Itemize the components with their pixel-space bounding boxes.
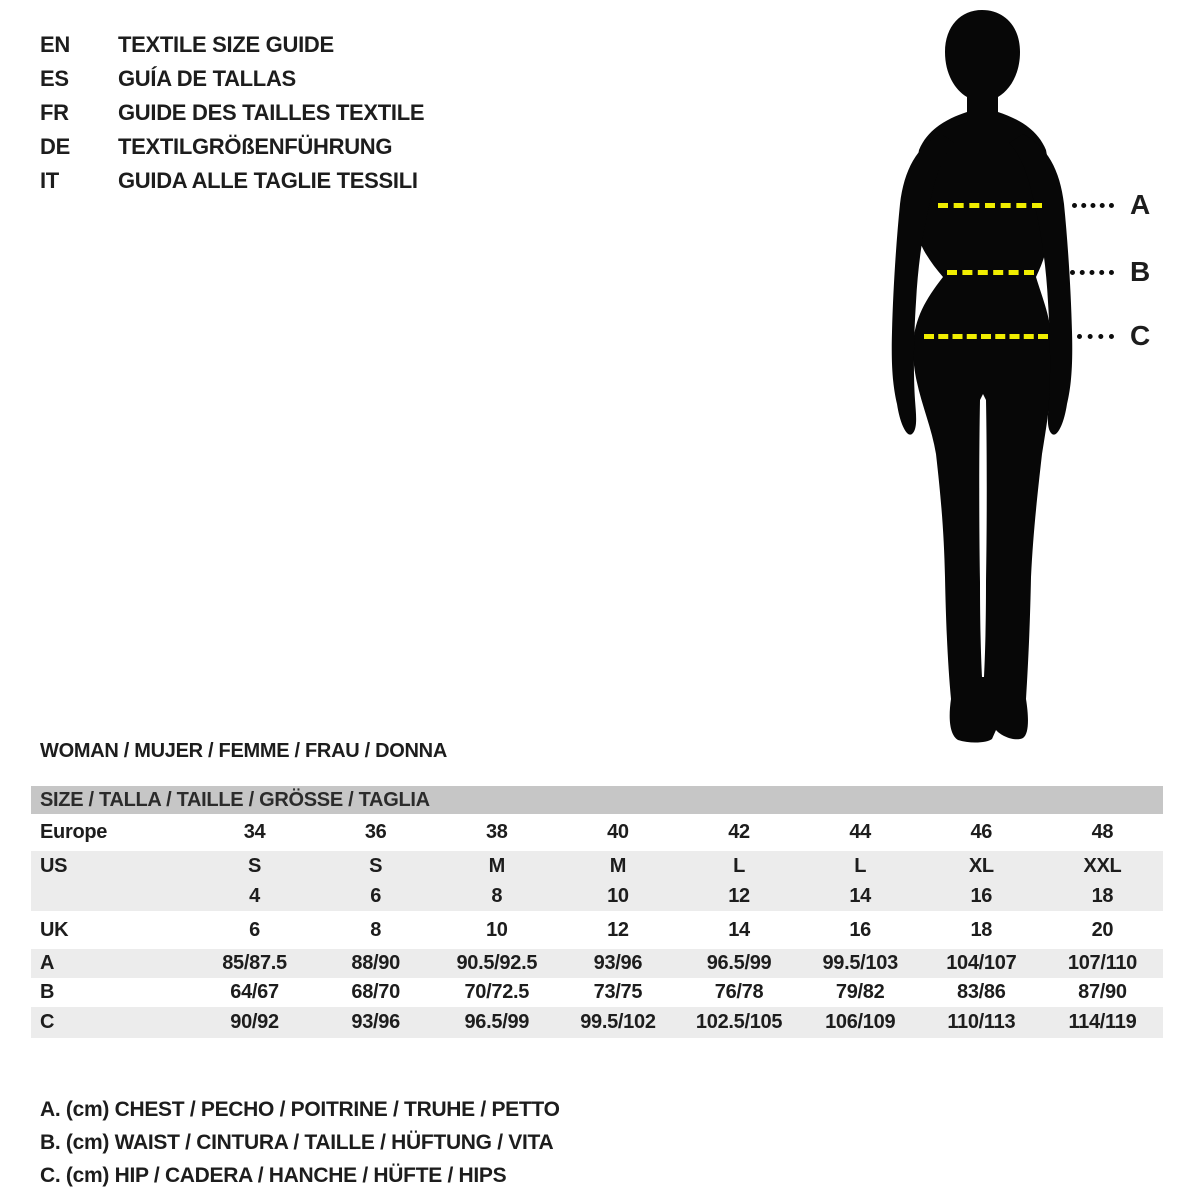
measure-row-a bbox=[31, 949, 1163, 978]
cell: 87/90 bbox=[1078, 981, 1127, 1003]
lang-code-en: EN bbox=[40, 32, 70, 57]
cell: 106/109 bbox=[825, 1011, 896, 1033]
cell: 93/96 bbox=[593, 952, 643, 974]
cell: 107/110 bbox=[1067, 952, 1137, 974]
cell: 8 bbox=[491, 884, 503, 907]
cell: XXL bbox=[1083, 854, 1122, 877]
cell: L bbox=[733, 854, 746, 877]
cell: 88/90 bbox=[351, 952, 400, 974]
row-label: Europe bbox=[40, 821, 108, 843]
size-row-uk bbox=[31, 911, 1163, 949]
woman-silhouette-icon bbox=[855, 2, 1115, 745]
cell: 70/72.5 bbox=[464, 981, 530, 1003]
row-label: US bbox=[40, 854, 68, 877]
cell: L bbox=[854, 854, 867, 877]
waist-connector-line bbox=[1070, 270, 1114, 275]
cell: 10 bbox=[485, 918, 508, 941]
lang-row-it bbox=[40, 164, 424, 198]
cell: 4 bbox=[249, 884, 260, 907]
marker-c-label: C bbox=[1130, 320, 1150, 351]
legend-waist: B. (cm) WAIST / CINTURA / TAILLE / HÜFTUNG / VITA bbox=[40, 1131, 554, 1154]
cell: M bbox=[488, 854, 505, 877]
cell: 6 bbox=[370, 884, 382, 907]
cell: M bbox=[609, 854, 627, 877]
waist-measure-line bbox=[947, 270, 1034, 275]
size-row-us-letters bbox=[31, 851, 1163, 881]
measure-row-b bbox=[31, 978, 1163, 1007]
lang-row-en bbox=[40, 28, 424, 62]
cell: 96.5/99 bbox=[464, 1011, 530, 1033]
marker-a-label: A bbox=[1130, 189, 1150, 220]
cell: S bbox=[369, 854, 383, 877]
cell: 14 bbox=[728, 918, 750, 941]
cell: 79/82 bbox=[835, 981, 885, 1003]
cell: 34 bbox=[243, 821, 266, 843]
cell: 16 bbox=[970, 884, 993, 907]
lang-row-de bbox=[40, 130, 424, 164]
chest-measure-line bbox=[938, 203, 1042, 208]
legend-chest: A. (cm) CHEST / PECHO / POITRINE / TRUHE / PETTO bbox=[40, 1098, 560, 1121]
lang-title-de: TEXTILGRÖßENFÜHRUNG bbox=[118, 134, 393, 159]
cell: 64/67 bbox=[230, 981, 279, 1003]
row-label: B bbox=[40, 981, 55, 1003]
cell: 90/92 bbox=[230, 1011, 279, 1033]
cell: 110/113 bbox=[947, 1011, 1016, 1033]
cell: 38 bbox=[485, 821, 508, 843]
cell: 85/87.5 bbox=[222, 952, 287, 974]
lang-row-es bbox=[40, 62, 424, 96]
lang-code-es: ES bbox=[40, 66, 69, 91]
cell: 8 bbox=[370, 918, 382, 941]
hip-measure-line bbox=[924, 334, 1048, 339]
cell: 14 bbox=[849, 884, 872, 907]
lang-code-de: DE bbox=[40, 134, 70, 159]
hip-connector-line bbox=[1077, 334, 1114, 339]
legend-hip: C. (cm) HIP / CADERA / HANCHE / HÜFTE / HIPS bbox=[40, 1164, 507, 1187]
cell: 96.5/99 bbox=[706, 952, 772, 974]
lang-row-fr bbox=[40, 96, 424, 130]
cell: 102.5/105 bbox=[695, 1011, 783, 1033]
marker-b-label: B bbox=[1130, 256, 1150, 287]
cell: 99.5/103 bbox=[822, 952, 898, 974]
lang-title-es: GUÍA DE TALLAS bbox=[118, 66, 296, 91]
cell: 18 bbox=[1091, 884, 1114, 907]
cell: 68/70 bbox=[351, 981, 400, 1003]
cell: 48 bbox=[1091, 821, 1114, 843]
cell: 73/75 bbox=[593, 981, 643, 1003]
cell: 16 bbox=[849, 918, 872, 941]
cell: 90.5/92.5 bbox=[456, 952, 538, 974]
cell: 12 bbox=[728, 884, 750, 907]
row-label: UK bbox=[40, 918, 69, 941]
cell: 44 bbox=[849, 821, 872, 843]
measure-row-c bbox=[31, 1007, 1163, 1038]
lang-code-fr: FR bbox=[40, 100, 69, 125]
row-label: C bbox=[40, 1011, 55, 1033]
cell: 18 bbox=[970, 918, 993, 941]
cell: 104/107 bbox=[946, 952, 1017, 974]
cell: 12 bbox=[607, 918, 629, 941]
cell: 40 bbox=[607, 821, 629, 843]
size-row-europe bbox=[31, 814, 1163, 851]
measurement-legend bbox=[40, 1093, 560, 1192]
lang-code-it: IT bbox=[40, 168, 59, 193]
cell: 6 bbox=[249, 918, 260, 941]
cell: 20 bbox=[1091, 918, 1114, 941]
cell: 76/78 bbox=[714, 981, 764, 1003]
cell: 46 bbox=[970, 821, 993, 843]
cell: 10 bbox=[607, 884, 629, 907]
cell: 93/96 bbox=[351, 1011, 400, 1033]
cell: 114/119 bbox=[1068, 1011, 1137, 1033]
gender-heading: WOMAN / MUJER / FEMME / FRAU / DONNA bbox=[40, 740, 447, 762]
language-title-list bbox=[40, 28, 424, 198]
cell: 36 bbox=[364, 821, 387, 843]
lang-title-fr: GUIDE DES TAILLES TEXTILE bbox=[118, 100, 425, 125]
cell: XL bbox=[968, 854, 994, 877]
cell: 42 bbox=[728, 821, 750, 843]
lang-title-en: TEXTILE SIZE GUIDE bbox=[118, 32, 334, 57]
size-table bbox=[31, 786, 1163, 1038]
row-label: A bbox=[40, 952, 55, 974]
lang-title-it: GUIDA ALLE TAGLIE TESSILI bbox=[118, 168, 418, 193]
size-row-us-numbers bbox=[31, 881, 1163, 911]
cell: 83/86 bbox=[957, 981, 1006, 1003]
cell: 99.5/102 bbox=[580, 1011, 656, 1033]
size-table-header: SIZE / TALLA / TAILLE / GRÖSSE / TAGLIA bbox=[31, 786, 1163, 814]
chest-connector-line bbox=[1072, 203, 1114, 208]
cell: S bbox=[248, 854, 262, 877]
